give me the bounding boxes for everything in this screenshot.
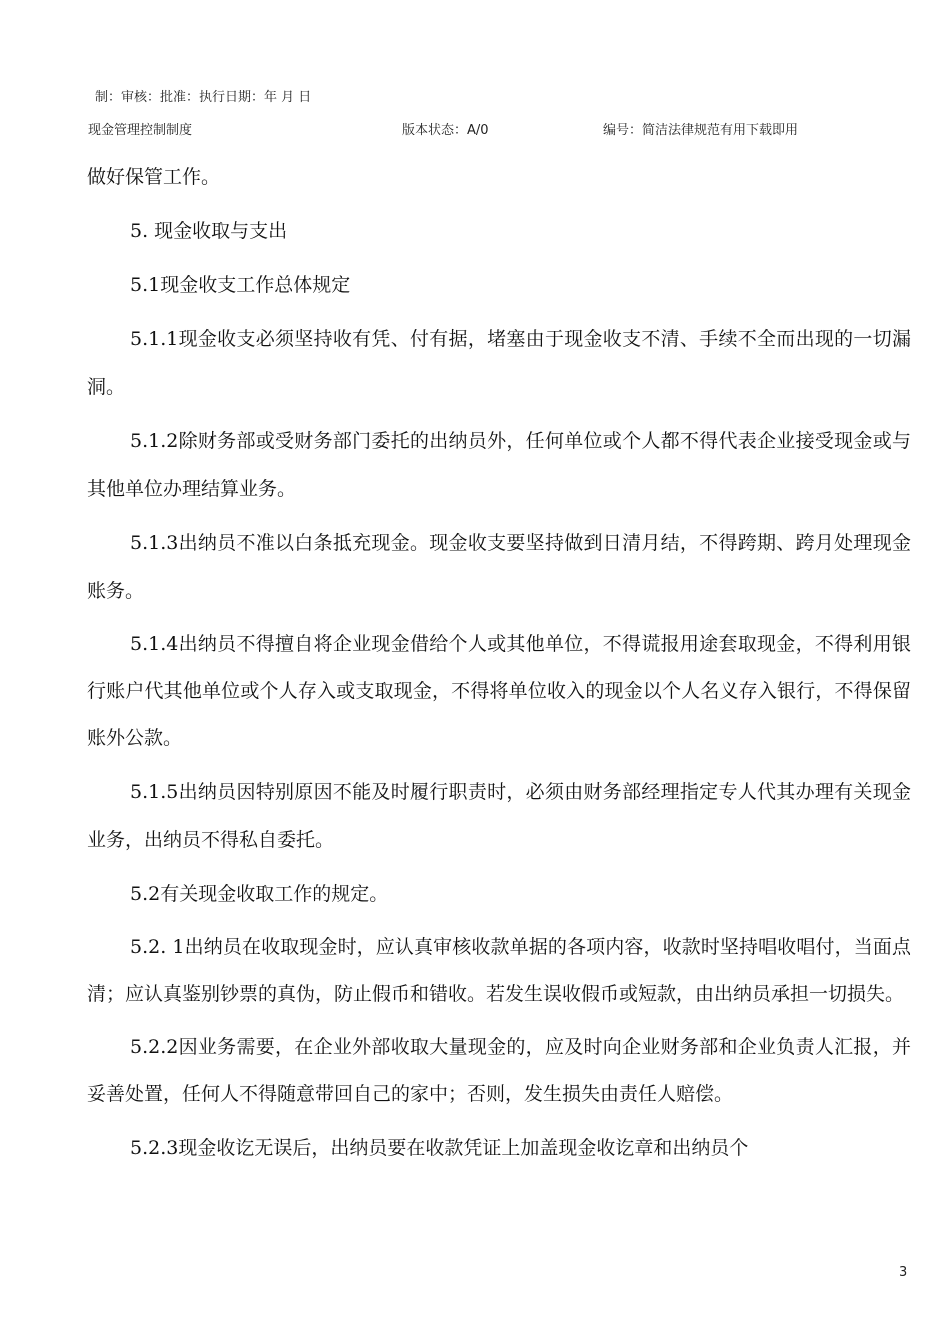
paragraph: 5.2.2因业务需要，在企业外部收取大量现金的，应及时向企业财务部和企业负责人汇报，并妥善处置，任何人不得随意带回自己的家中；否则，发生损失由责任人赔偿。 <box>87 1036 911 1105</box>
paragraph: 5.2. 1出纳员在收取现金时，应认真审核收款单据的各项内容，收款时坚持唱收唱付，当面点清；应认真鉴别钞票的真伪，防止假币和错收。若发生误收假币或短款，由出纳员承担一切损失。 <box>87 936 911 1005</box>
paragraph: 做好保管工作。 <box>87 166 221 188</box>
document-body <box>87 153 911 1178</box>
paragraph: 5.1.1现金收支必须坚持收有凭、付有据，堵塞由于现金收支不清、手续不全而出现的一切漏洞。 <box>87 328 911 398</box>
paragraph: 5.1.2除财务部或受财务部门委托的出纳员外，任何单位或个人都不得代表企业接受现金或与其他单位办理结算业务。 <box>87 430 911 500</box>
document-code: 编号：简洁法律规范有用下载即用 <box>603 123 799 138</box>
subsection-heading: 5.2有关现金收取工作的规定。 <box>130 883 389 905</box>
paragraph: 5.1.5出纳员因特别原因不能及时履行职责时，必须由财务部经理指定专人代其办理有关现金业务，出纳员不得私自委托。 <box>87 781 911 851</box>
paragraph: 5.2.3现金收讫无误后，出纳员要在收款凭证上加盖现金收讫章和出纳员个 <box>130 1137 749 1159</box>
page-number: 3 <box>899 1265 908 1280</box>
approval-line: 制：审核：批准：执行日期：年 月 日 <box>95 90 312 105</box>
paragraph: 5.1.4出纳员不得擅自将企业现金借给个人或其他单位，不得谎报用途套取现金，不得利用银行账户代其他单位或个人存入或支取现金，不得将单位收入的现金以个人名义存入银行，不得保留账外公款。 <box>87 633 911 749</box>
document-title: 现金管理控制制度 <box>88 123 193 138</box>
version-status: 版本状态：A/0 <box>402 123 489 138</box>
subsection-heading: 5.1现金收支工作总体规定 <box>130 274 351 296</box>
section-heading: 5. 现金收取与支出 <box>130 220 288 242</box>
paragraph: 5.1.3出纳员不准以白条抵充现金。现金收支要坚持做到日清月结，不得跨期、跨月处理现金账务。 <box>87 532 911 602</box>
